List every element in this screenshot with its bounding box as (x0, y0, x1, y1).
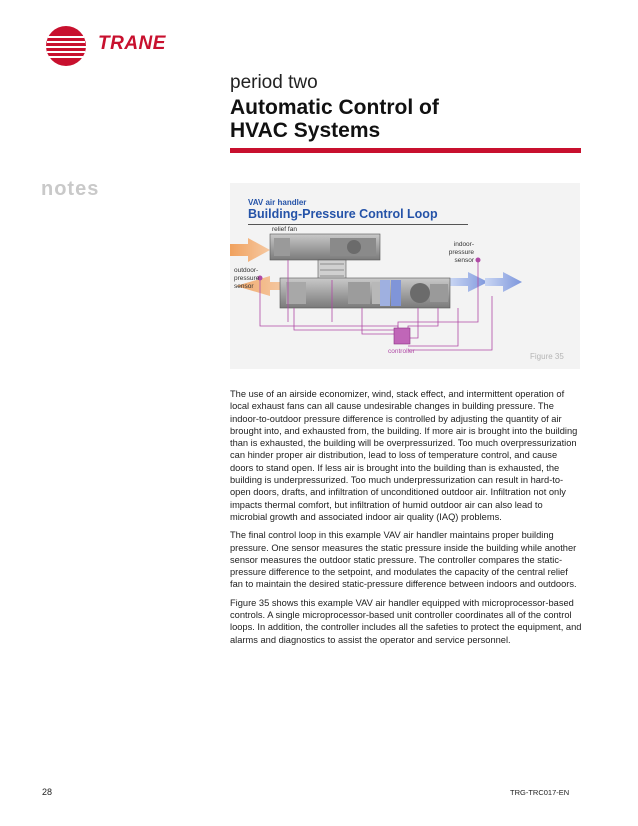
brand-name: TRANE (98, 33, 166, 54)
notes-margin-label: notes (41, 178, 100, 200)
controller-label: controller (388, 348, 415, 355)
header-divider (230, 148, 581, 153)
period-label: period two (230, 72, 318, 93)
figure-number: Figure 35 (530, 352, 564, 361)
indoor-sensor-label-3: sensor (454, 257, 474, 264)
paragraph-2: The final control loop in this example VAV air handler maintains proper building pressure. One sensor measures the static pressure inside the building while another sensor measures the outdoor static pressure. The controller compares the static-pressure difference to the setpoint, and modulates the capacity of the central relief fan to maintain the desired static-pressure difference between indoors and outdoors. (230, 530, 577, 590)
indoor-pressure-sensor-icon (476, 258, 481, 263)
relief-fan-label: relief fan (272, 226, 297, 233)
coil-2 (391, 280, 401, 306)
coil (380, 280, 390, 306)
body-text (230, 388, 582, 652)
exhaust-air-arrow (230, 238, 270, 262)
page-title-line1: Automatic Control of (230, 96, 439, 119)
supply-air-arrow (450, 272, 488, 292)
controller-box (394, 328, 410, 344)
document-code: TRG-TRC017-EN (510, 788, 570, 797)
vav-air-handler-diagram (230, 222, 580, 362)
supply-fan (410, 283, 430, 303)
page-title-line2: HVAC Systems (230, 119, 381, 142)
indoor-sensor-label-2: pressure (448, 249, 474, 256)
supply-air-arrow-2 (485, 272, 522, 292)
paragraph-1: The use of an airside economizer, wind, stack effect, and intermittent operation of local exhaust fans can all cause undesirable changes in building pressure. The indoor-to-outdoor pressure difference is controlled by adjusting the quantity of air brought into, and exhausted from, the building. If more air is brought into the building than is exhausted, the building will be overpressurized. Too much overpressurization can hinder proper air distribution, lead to loss of temperature control, and cause doors to stand open. If less air is brought into the building than is exhausted, the building is underpressurized. Too much underpressurization can result in hard-to-open doors, drafts, and infiltration of unconditioned outdoor air. Infiltration not only impacts thermal comfort, but infiltration of humid outdoor air can also lead to microbial growth and associated indoor air quality (IAQ) problems. (230, 389, 578, 522)
outdoor-sensor-label-2: pressure (234, 275, 260, 282)
chapter-header (230, 72, 580, 142)
outdoor-sensor-label-3: sensor (234, 283, 254, 290)
figure-supertitle: VAV air handler (248, 198, 307, 207)
indoor-sensor-label-1: indoor- (453, 241, 474, 248)
figure-title: Building-Pressure Control Loop (248, 207, 438, 221)
paragraph-3: Figure 35 shows this example VAV air handler equipped with microprocessor-based controls. A single microprocessor-based unit controller coordinates all of the control loops. In addition, the controller includes all the safeties to protect the equipment, and alarms and diagnostics to assist the operator and service personnel. (230, 597, 582, 645)
page-number: 28 (42, 787, 53, 797)
outdoor-sensor-label-1: outdoor- (234, 267, 259, 274)
